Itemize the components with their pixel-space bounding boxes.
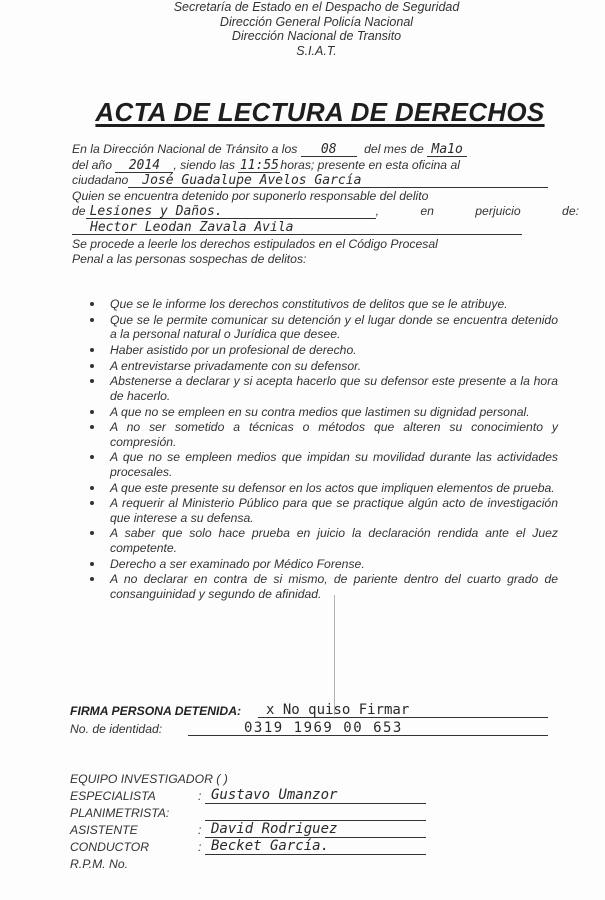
citizen-name-field: José Guadalupe Avelos García <box>128 174 548 188</box>
intro-text: En la Dirección Nacional de Tránsito a los <box>72 142 298 156</box>
intro-line-8 <box>72 252 558 268</box>
bullet-icon <box>90 410 94 414</box>
id-row <box>70 722 550 736</box>
intro-line-1 <box>72 142 558 158</box>
page-fold-mark <box>334 595 335 715</box>
id-label: No. de identidad: <box>70 722 163 736</box>
intro-line-5 <box>72 204 579 220</box>
right-text: Que se le permite comunicar su detención y el lugar donde se encuentra detenido a la personal natural o Jurídica que desee. <box>110 312 558 342</box>
intro-paragraph <box>72 142 579 268</box>
year-field: 2014 <box>115 159 173 173</box>
right-item <box>88 297 558 311</box>
team-heading <box>70 771 490 788</box>
right-item <box>88 481 558 495</box>
offense-field: Lesiones y Daños. <box>86 205 376 219</box>
day-field: 08 <box>301 143 357 157</box>
right-text: A entrevistarse privadamente con su defensor. <box>110 358 362 373</box>
right-item <box>88 496 558 525</box>
bullet-icon <box>90 425 94 429</box>
asistente-label: ASISTENTE <box>70 823 138 837</box>
colon: : <box>198 823 202 837</box>
right-item <box>88 359 558 373</box>
intro-line-3 <box>72 173 558 189</box>
intro-text: , siendo las <box>173 157 236 172</box>
especialista-field: Gustavo Umanzor <box>205 788 426 804</box>
bullet-icon <box>90 302 94 306</box>
team-row-planimetrista <box>70 805 490 822</box>
intro-text: Quien se encuentra detenido por suponerlo responsable del delito <box>72 188 429 203</box>
bullet-icon <box>90 531 94 535</box>
signature-field: x No quiso Firmar <box>258 703 548 718</box>
header-secretaria: Secretaría de Estado en el Despacho de Seguridad <box>173 0 460 14</box>
id-number-field: 0319 1969 00 653 <box>188 721 548 736</box>
team-row-especialista <box>70 788 490 805</box>
bullet-icon <box>90 348 94 352</box>
team-row-asistente <box>70 822 490 839</box>
intro-line-6 <box>72 220 558 237</box>
intro-text: Penal a las personas sospechas de delitos: <box>72 252 307 266</box>
right-text: Abstenerse a declarar y si acepta hacerlo que su defensor este presente a la hora de hacerlo. <box>110 374 558 403</box>
colon: : <box>198 840 202 854</box>
signature-row <box>70 704 550 718</box>
rights-list <box>88 297 558 602</box>
bullet-icon <box>90 486 94 490</box>
intro-text: , en perjuicio de: <box>375 204 579 218</box>
planimetrista-label: PLANIMETRISTA: <box>70 806 170 820</box>
right-text: A que este presente su defensor en los actos que impliquen elementos de prueba. <box>110 480 555 495</box>
intro-line-4 <box>72 189 558 205</box>
colon: : <box>198 789 202 803</box>
bullet-icon <box>90 364 94 368</box>
document-title: ACTA DE LECTURA DE DERECHOS <box>95 97 545 127</box>
bullet-icon <box>90 455 94 459</box>
right-text: Derecho a ser examinado por Médico Forense. <box>110 556 365 571</box>
time-field: 11:55 <box>239 157 279 173</box>
intro-line-7 <box>72 237 558 253</box>
signature-label: FIRMA PERSONA DETENIDA: <box>70 704 242 718</box>
right-item <box>88 572 558 601</box>
right-text: A que no se empleen medios que impidan su movilidad durante las actividades procesales. <box>110 450 558 479</box>
intro-text: del año <box>72 157 112 172</box>
right-item <box>88 420 558 449</box>
bullet-icon <box>90 379 94 383</box>
rpm-label: R.P.M. No. <box>70 857 129 871</box>
intro-text: horas; presente en esta oficina al <box>280 157 460 172</box>
header-direccion-general: Dirección General Policía Nacional <box>219 14 414 29</box>
document-header <box>0 0 605 58</box>
conductor-label: CONDUCTOR <box>70 840 149 854</box>
right-item <box>88 343 558 357</box>
right-item <box>88 313 558 342</box>
header-siat: S.I.A.T. <box>296 43 337 58</box>
bullet-icon <box>90 577 94 581</box>
conductor-field: Becket García. <box>205 839 426 855</box>
team-row-rpm <box>70 856 490 873</box>
intro-text: del mes de <box>364 142 424 156</box>
right-item <box>88 526 558 555</box>
intro-line-2 <box>72 158 558 174</box>
header-direccion-transito: Dirección Nacional de Transito <box>231 29 402 43</box>
asistente-field: David Rodriguez <box>205 822 426 838</box>
right-item <box>88 557 558 571</box>
planimetrista-field <box>205 805 426 821</box>
right-text: A requerir al Ministerio Público para que se practique algún acto de investigación que interese a su defensa. <box>110 496 558 525</box>
victim-field: Hector Leodan Zavala Avila <box>72 221 522 235</box>
intro-text: de <box>72 204 86 218</box>
team-heading-text: EQUIPO INVESTIGADOR ( ) <box>70 772 228 786</box>
right-text: A no declarar en contra de si mismo, de pariente dentro del cuarto grado de consanguinidad y segundo de afinidad. <box>110 572 558 601</box>
intro-text: Se procede a leerle los derechos estipulados en el Código Procesal <box>72 236 438 251</box>
intro-text: ciudadano <box>72 173 129 187</box>
right-item <box>88 405 558 419</box>
team-row-conductor <box>70 839 490 856</box>
right-item <box>88 450 558 479</box>
right-text: A saber que solo hace prueba en juicio la declaración rendida ante el Juez competente. <box>110 526 558 555</box>
right-item <box>88 374 558 403</box>
bullet-icon <box>90 562 94 566</box>
investigation-team <box>70 771 490 873</box>
right-text: Haber asistido por un profesional de derecho. <box>110 342 357 357</box>
right-text: A no ser sometido a técnicas o métodos que alteren su conocimiento y compresión. <box>110 420 558 449</box>
right-text: Que se le informe los derechos constitutivos de delitos que se le atribuye. <box>110 297 508 311</box>
especialista-label: ESPECIALISTA <box>70 789 156 803</box>
right-text: A que no se empleen en su contra medios que lastimen su dignidad personal. <box>110 404 530 419</box>
bullet-icon <box>90 501 94 505</box>
bullet-icon <box>90 318 94 322</box>
month-field: Ma1o <box>427 143 467 157</box>
